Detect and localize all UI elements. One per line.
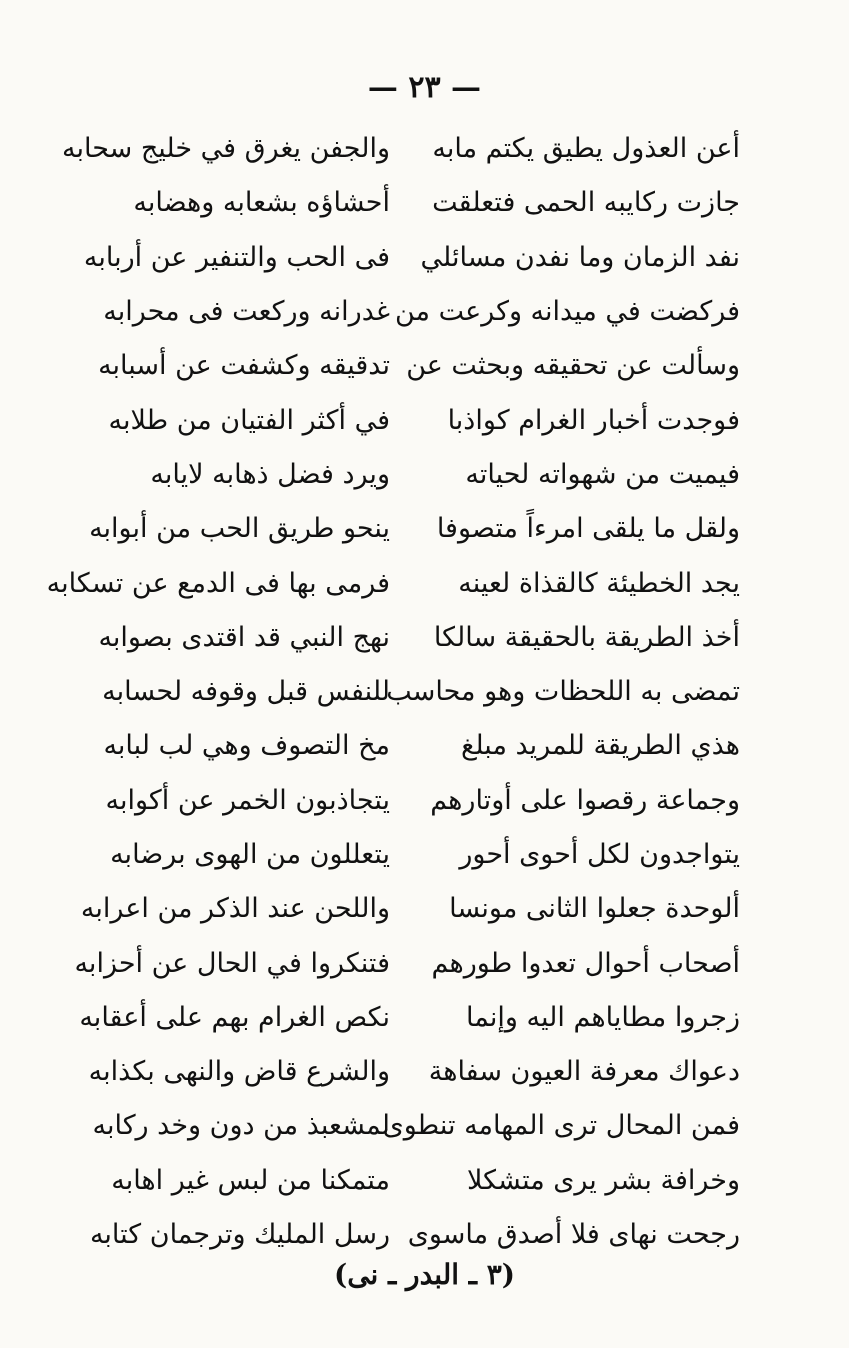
verse-first-hemistich: يتواجدون لكل أحوى أحور	[459, 839, 740, 870]
verse-second-hemistich: للنفس قبل وقوفه لحسابه	[102, 676, 390, 708]
verse-second-hemistich: ينحو طريق الحب من أبوابه	[89, 513, 390, 545]
verse-line	[92, 1099, 740, 1153]
verse-second-hemistich: واللحن عند الذكر من اعرابه	[80, 893, 390, 925]
verse-second-hemistich: مخ التصوف وهي لب لبابه	[103, 730, 390, 762]
verse-first-hemistich: فركضت في ميدانه وكرعت من	[394, 296, 740, 328]
verse-first-hemistich: أعن العذول يطيق يكتم مابه	[432, 133, 740, 165]
verse-first-hemistich: نفد الزمان وما نفدن مسائلي	[420, 241, 740, 273]
verse-first-hemistich: ألوحدة جعلوا الثانى مونسا	[449, 893, 740, 925]
verse-first-hemistich: فمن المحال ترى المهامه تنطوى	[382, 1110, 740, 1142]
verse-second-hemistich: فرمى بها فى الدمع عن تسكابه	[46, 567, 390, 599]
verse-first-hemistich: وسألت عن تحقيقه وبحثت عن	[406, 350, 740, 382]
page-footer-signature: (٣ ـ البدر ـ نى)	[333, 1258, 516, 1291]
verse-line	[100, 719, 740, 773]
verse-second-hemistich: متمكنا من لبس غير اهابه	[111, 1164, 390, 1196]
verse-line	[61, 122, 740, 176]
verse-line	[100, 176, 740, 230]
verse-line	[46, 556, 740, 610]
verse-first-hemistich: تمضى به اللحظات وهو محاسب	[386, 676, 740, 708]
verse-line	[100, 285, 740, 339]
verse-line	[89, 502, 740, 556]
verse-line	[83, 231, 740, 285]
verse-line	[100, 665, 740, 719]
verse-line	[100, 393, 740, 447]
verse-second-hemistich: يتعللون من الهوى برضابه	[110, 839, 390, 870]
verse-first-hemistich: هذي الطريقة للمريد مبلغ	[461, 730, 740, 762]
verse-line	[100, 339, 740, 393]
verse-second-hemistich: يتجاذبون الخمر عن أكوابه	[105, 784, 390, 816]
verse-first-hemistich: يجد الخطيئة كالقذاة لعينه	[458, 567, 740, 599]
verse-second-hemistich: نهج النبي قد اقتدى بصوابه	[98, 621, 390, 653]
verse-line	[88, 1045, 740, 1099]
verse-second-hemistich: فتنكروا في الحال عن أحزابه	[74, 947, 390, 979]
verse-line	[100, 611, 740, 665]
verse-second-hemistich: والجفن يغرق في خليج سحابه	[61, 133, 390, 165]
verse-second-hemistich: أحشاؤه بشعابه وهضابه	[133, 187, 390, 219]
verse-first-hemistich: وجماعة رقصوا على أوتارهم	[430, 784, 740, 816]
verse-line	[100, 448, 740, 502]
verse-first-hemistich: أخذ الطريقة بالحقيقة سالكا	[433, 621, 740, 653]
verse-second-hemistich: فى الحب والتنفير عن أربابه	[83, 241, 390, 273]
verse-second-hemistich: رسل المليك وترجمان كتابه	[89, 1219, 390, 1251]
page-number: — ٢٣ —	[367, 70, 482, 105]
verse-second-hemistich: غدرانه وركعت فى محرابه	[103, 296, 390, 328]
verse-line	[100, 1154, 740, 1208]
verse-second-hemistich: لمشعبذ من دون وخد ركابه	[92, 1110, 390, 1142]
verse-second-hemistich: في أكثر الفتيان من طلابه	[108, 404, 390, 436]
verse-line	[79, 991, 740, 1045]
verse-first-hemistich: فيميت من شهواته لحياته	[465, 458, 740, 490]
verse-second-hemistich: والشرع قاض والنهى بكذابه	[88, 1056, 390, 1088]
verse-line	[80, 882, 740, 936]
verse-second-hemistich: ويرد فضل ذهابه لايابه	[150, 458, 390, 490]
verse-first-hemistich: دعواك معرفة العيون سفاهة	[428, 1056, 740, 1088]
verse-first-hemistich: زجروا مطاياهم اليه وإنما	[466, 1001, 740, 1033]
verse-first-hemistich: وخرافة بشر يرى متشكلا	[466, 1164, 740, 1196]
verse-first-hemistich: ولقل ما يلقى امرءاً متصوفا	[436, 513, 740, 545]
poem	[46, 122, 740, 1262]
verse-first-hemistich: رجحت نهاى فلا أصدق ماسوى	[407, 1219, 740, 1251]
verse-second-hemistich: نكص الغرام بهم على أعقابه	[79, 1001, 390, 1033]
verse-second-hemistich: تدقيقه وكشفت عن أسبابه	[98, 350, 390, 382]
verse-first-hemistich: فوجدت أخبار الغرام كواذبا	[447, 404, 740, 436]
verse-first-hemistich: جازت ركايبه الحمى فتعلقت	[432, 187, 740, 219]
verse-line	[89, 1208, 740, 1262]
verse-line	[100, 774, 740, 828]
verse-first-hemistich: أصحاب أحوال تعدوا طورهم	[431, 947, 740, 979]
verse-line	[100, 828, 740, 882]
verse-line	[74, 936, 740, 990]
